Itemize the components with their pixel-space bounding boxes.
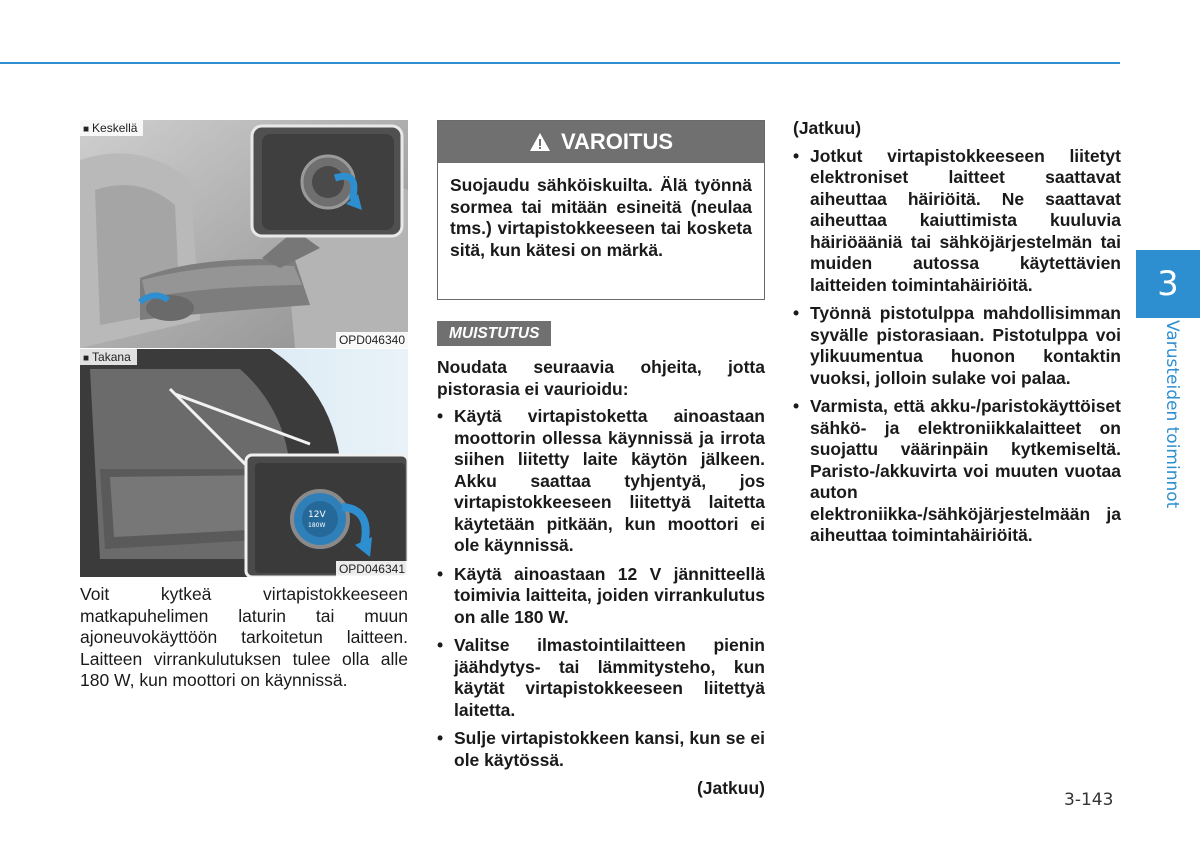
warning-header: [438, 121, 764, 163]
intro-paragraph: Voit kytkeä virtapistokkeeseen matkapuhelimen laturin tai muun ajoneuvokäyttöön tarkoitetun laitteen. Laitteen virrankulutuksen tulee olla alle 180 W, kun moottori on käynnissä.: [80, 584, 408, 690]
continued-section: [793, 118, 1121, 554]
figure-center-socket: [80, 120, 408, 348]
list-item: • Sulje virtapistokkeen kansi, kun se ei ole käytössä.: [437, 728, 765, 771]
chapter-title: Varusteiden toiminnot: [1162, 320, 1182, 509]
rear-cargo-illustration: [80, 349, 408, 577]
notice-tag: MUISTUTUS: [437, 321, 551, 346]
warning-triangle-icon: [529, 132, 551, 152]
chapter-number-tab: 3: [1136, 250, 1200, 318]
center-console-illustration: [80, 120, 408, 348]
figure-rear-socket: [80, 349, 408, 577]
warning-box: [437, 120, 765, 300]
figure-label-center: ■ Keskellä: [80, 120, 143, 136]
list-item: • Työnnä pistotulppa mahdollisimman syvälle pistorasiaan. Pistotulppa voi ylikuumentua huonon kontaktin vuoksi, jolloin sulake voi palaa.: [793, 303, 1121, 389]
page-number: 3-143: [1064, 790, 1114, 810]
continued-label: (Jatkuu): [696, 778, 765, 798]
warning-title: VAROITUS: [560, 129, 674, 154]
list-item: • Varmista, että akku-/paristokäyttöiset sähkö- ja elektroniikkalaitteet on suojattu väärinpäin kytkemiseltä. Paristo-/akkuvirta voi muuten vuotaa auton elektroniikka-/sähköjärjestelmään ja aiheuttaa toimintahäiriöitä.: [793, 396, 1121, 547]
list-item: • Käytä virtapistoketta ainoastaan moottorin ollessa käynnissä ja irrota siihen liitetty laite käytön jälkeen. Akku saattaa tyhjentyä, jos virtapistokkeeseen liitettyä laitetta käytetään pitkään, kun moottori ei ole käynnissä.: [437, 406, 765, 557]
list-item: • Käytä ainoastaan 12 V jännitteellä toimivia laitteita, joiden virrankulutus on alle 180 W.: [437, 564, 765, 629]
list-item: • Valitse ilmastointilaitteen pienin jäähdytys- tai lämmitysteho, kun käytät virtapistokkeeseen liitettyä laitetta.: [437, 635, 765, 721]
continued-list: [793, 146, 1121, 547]
figure-label-rear: ■ Takana: [80, 349, 137, 365]
notice-section: [437, 357, 765, 800]
figure-code-center: OPD046340: [336, 332, 408, 348]
notice-list: [437, 406, 765, 771]
warning-text: Suojaudu sähköiskuilta. Älä työnnä sormea tai mitään esineitä (neulaa tms.) virtapistokkeeseen tai kosketa sitä, kun kätesi on märkä.: [450, 175, 752, 260]
continued-heading: (Jatkuu): [793, 118, 862, 138]
socket-voltage-text: 12V: [308, 510, 326, 520]
top-rule: [0, 62, 1120, 64]
socket-wattage-text: 180W: [308, 522, 326, 529]
figure-code-rear: OPD046341: [336, 561, 408, 577]
list-item: • Jotkut virtapistokkeeseen liitetyt elektroniset laitteet saattavat aiheuttaa häiriöitä. Ne saattavat aiheuttaa kaiuttimista kuuluvia häiriöääniä tai sähköjärjestelmän tai muiden autossa käytettävien laitteiden toimintahäiriöitä.: [793, 146, 1121, 297]
notice-intro: Noudata seuraavia ohjeita, jotta pistorasia ei vaurioidu:: [437, 357, 765, 399]
